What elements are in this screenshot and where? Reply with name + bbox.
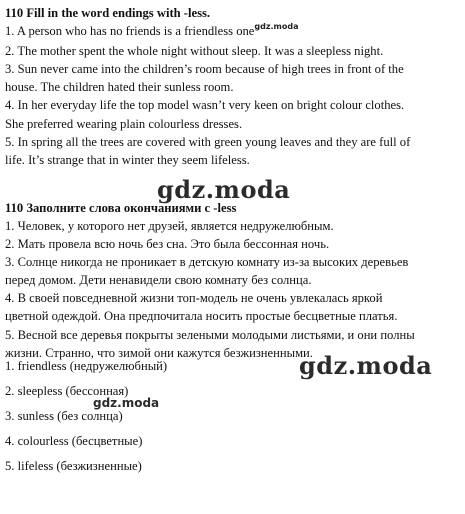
exercise-line-en-4: house. The children hated their sunless room. — [5, 80, 234, 95]
answer-1: 1. friendless (недружелюбный) — [5, 359, 168, 373]
exercise-line-ru-8: жизни. Странно, что зимой они кажутся безжизненными. — [5, 345, 313, 360]
watermark-inline: gdz.moda — [254, 22, 299, 32]
exercise-line-ru-2: 2. Мать провела всю ночь без сна. Это была бессонная ночь. — [5, 237, 330, 252]
answer-3: 3. sunless (без солнца) — [5, 409, 123, 423]
exercise-line-en-6: She preferred wearing plain colourless dresses. — [5, 116, 243, 131]
exercise-line-ru-7: 5. Весной все деревья покрыты зелеными молодыми листьями, и они полны — [5, 327, 415, 342]
watermark-large-1: gdz.moda — [157, 175, 291, 204]
exercise-line-en-2: 2. The mother spent the whole night without sleep. It was a sleepless night. — [5, 44, 384, 59]
exercise-line-en-1-text: 1. A person who has no friends is a friendless one — [5, 24, 255, 39]
answer-5: 5. lifeless (безжизненные) — [5, 459, 142, 473]
exercise-line-ru-1: 1. Человек, у которого нет друзей, является недружелюбным. — [5, 218, 334, 233]
exercise-title-ru: 110 Заполните слова окончаниями с -less — [5, 200, 237, 215]
exercise-title-en: 110 Fill in the word endings with -less. — [5, 6, 211, 20]
exercise-line-en-8: life. It’s strange that in winter they seem lifeless. — [5, 152, 250, 167]
exercise-line-ru-5: 4. В своей повседневной жизни топ-модель не очень увлекалась яркой — [5, 291, 383, 306]
watermark-small: gdz.moda — [93, 396, 160, 410]
exercise-line-ru-6: цветной одеждой. Она предпочитала носить простые бесцветные платья. — [5, 309, 398, 324]
answer-4: 4. colourless (бесцветные) — [5, 434, 143, 448]
exercise-line-ru-3: 3. Солнце никогда не проникает в детскую комнату из-за высоких деревьев — [5, 255, 409, 270]
exercise-line-ru-4: перед домом. Дети ненавидели свою комнату без солнца. — [5, 273, 312, 288]
exercise-line-en-7: 5. In spring all the trees are covered with green young leaves and they are full of — [5, 134, 411, 149]
exercise-line-en-5: 4. In her everyday life the top model wasn’t very keen on bright colour clothes. — [5, 98, 405, 113]
exercise-line-en-1 — [5, 22, 461, 42]
watermark-large-2: gdz.moda — [299, 351, 433, 380]
answer-2: 2. sleepless (бессонная) — [5, 384, 129, 398]
exercise-line-en-3: 3. Sun never came into the children’s room because of high trees in front of the — [5, 62, 404, 77]
